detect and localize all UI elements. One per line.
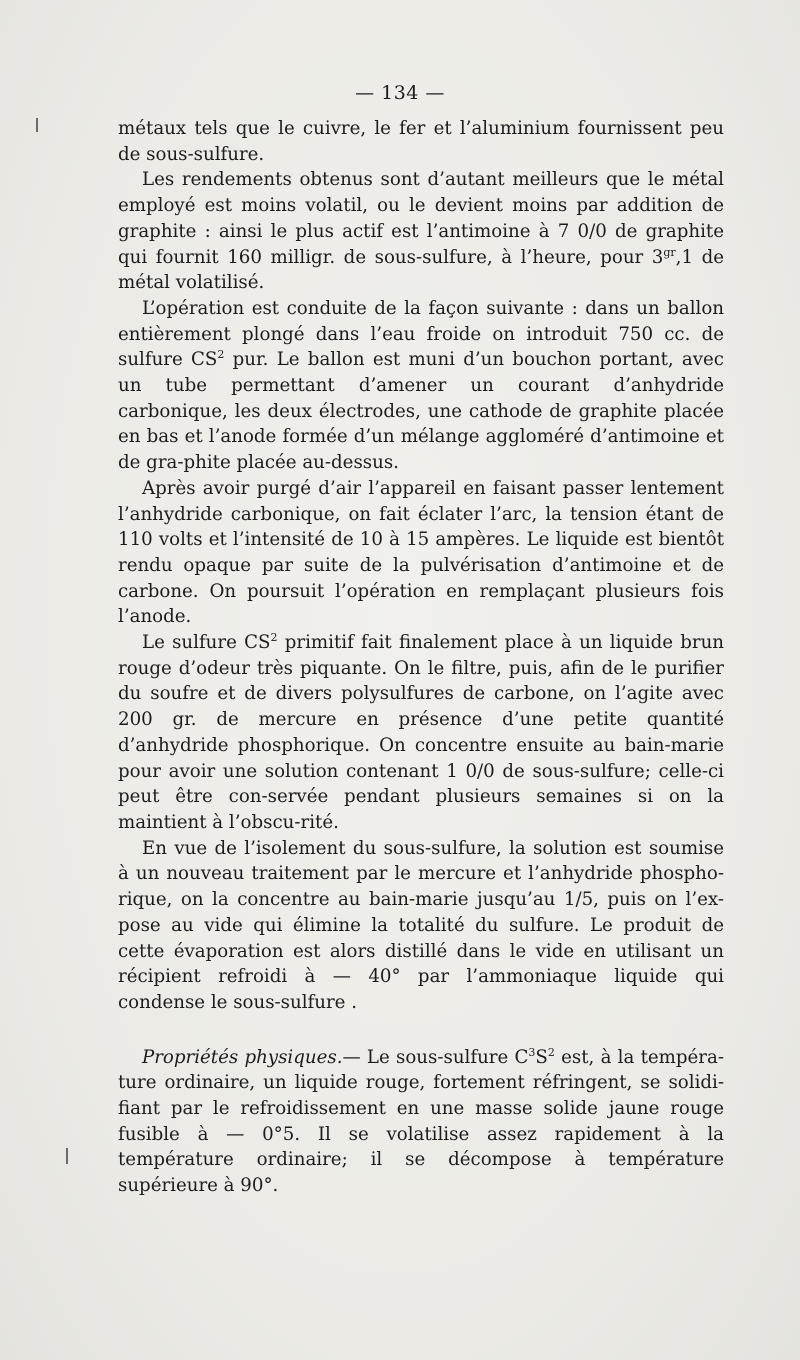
paragraph-3-text: L’opération est conduite de la façon suivante : dans un ballon entièrement plongé dans l’eau froide on introduit 750 cc. de sulfure CS bbox=[118, 297, 724, 371]
paragraph-5-text: Le sulfure CS bbox=[142, 632, 271, 654]
formula-superscript: 2 bbox=[217, 348, 225, 362]
margin-stroke bbox=[66, 1148, 68, 1164]
paragraph-6-text: En vue de l’isolement du sous-sulfure, la solution est soumise à un nouveau traitement par le mercure et l’anhydride phospho-rique, on la concentre au bain-marie jusqu’au 1/5, puis on l’ex-pose au vide qui élimine la totalité du sulfure. Le produit de cette évaporation est alors distillé dans le vide en utilisant un récipient refroidi à — 40° par l’ammoniaque liquide qui condense le sous-sulfure . bbox=[118, 837, 724, 1013]
paragraph-2 bbox=[118, 167, 724, 296]
paragraph-4 bbox=[118, 476, 724, 630]
formula-superscript: 2 bbox=[547, 1045, 555, 1059]
paragraph-7 bbox=[118, 1045, 724, 1199]
paragraph-1 bbox=[118, 116, 724, 167]
paragraph-3 bbox=[118, 296, 724, 476]
paragraph-7-formula: S bbox=[535, 1046, 548, 1068]
paragraph-7-text-end: est, à la tempéra-ture ordinaire, un liquide rouge, fortement réfringent, se solidi-fiant par le refroidissement en une masse solide jaune rouge fusible à — 0°5. Il se volatilise assez rapidement à la température ordinaire; il se décompose à température supérieure à 90°. bbox=[118, 1046, 724, 1197]
paragraph-6 bbox=[118, 836, 724, 1016]
margin-stroke bbox=[36, 118, 38, 132]
paragraph-2-text: Les rendements obtenus sont d’autant meilleurs que le métal employé est moins volatil, ou le devient moins par addition de graphite : ainsi le plus actif est l’antimoine à 7 0/0 de graphite qui fournit 160 milligr. de sous-sulfure, à l’heure, pour 3 bbox=[118, 169, 724, 268]
paragraph-7-text: — Le sous-sulfure C bbox=[342, 1046, 529, 1068]
paragraph-3-text-end: pur. Le ballon est muni d’un bouchon portant, avec un tube permettant d’amener un courant d’anhydride carbonique, les deux électrodes, une cathode de graphite placée en bas et l’anode formée d’un mélange aggloméré d’antimoine et de gra-phite placée au-dessus. bbox=[118, 349, 724, 474]
formula-superscript: 3 bbox=[528, 1045, 536, 1059]
paragraph-1-text: métaux tels que le cuivre, le fer et l’aluminium fournissent peu de sous-sulfure. bbox=[118, 118, 724, 165]
page-number: — 134 — bbox=[355, 82, 445, 104]
paragraph-5-text-end: primitif fait finalement place à un liquide brun rouge d’odeur très piquante. On le filtre, puis, afin de le purifier du soufre et de divers polysulfures de carbone, on l’agite avec 200 gr. de mercure en présence d’une petite quantité d’anhydride phosphorique. On concentre ensuite au bain-marie pour avoir une solution contenant 1 0/0 de sous-sulfure; celle-ci peut être con-servée pendant plusieurs semaines si on la maintient à l’obscu-rité. bbox=[118, 632, 725, 833]
paragraph-4-text: Après avoir purgé d’air l’appareil en faisant passer lentement l’anhydride carbonique, on fait éclater l’arc, la tension étant de 110 volts et l’intensité de 10 à 15 ampères. Le liquide est bientôt rendu opaque par suite de la pulvérisation d’antimoine et de carbone. On poursuit l’opération en remplaçant plusieurs fois l’anode. bbox=[118, 477, 724, 628]
body-text bbox=[118, 116, 724, 1199]
gram-superscript: gr bbox=[663, 245, 676, 259]
section-heading: Propriétés physiques. bbox=[142, 1046, 343, 1068]
paragraph-5 bbox=[118, 630, 724, 836]
formula-superscript: 2 bbox=[270, 631, 278, 645]
paragraph-2-text-end: ,1 de métal volatilisé. bbox=[118, 246, 724, 294]
